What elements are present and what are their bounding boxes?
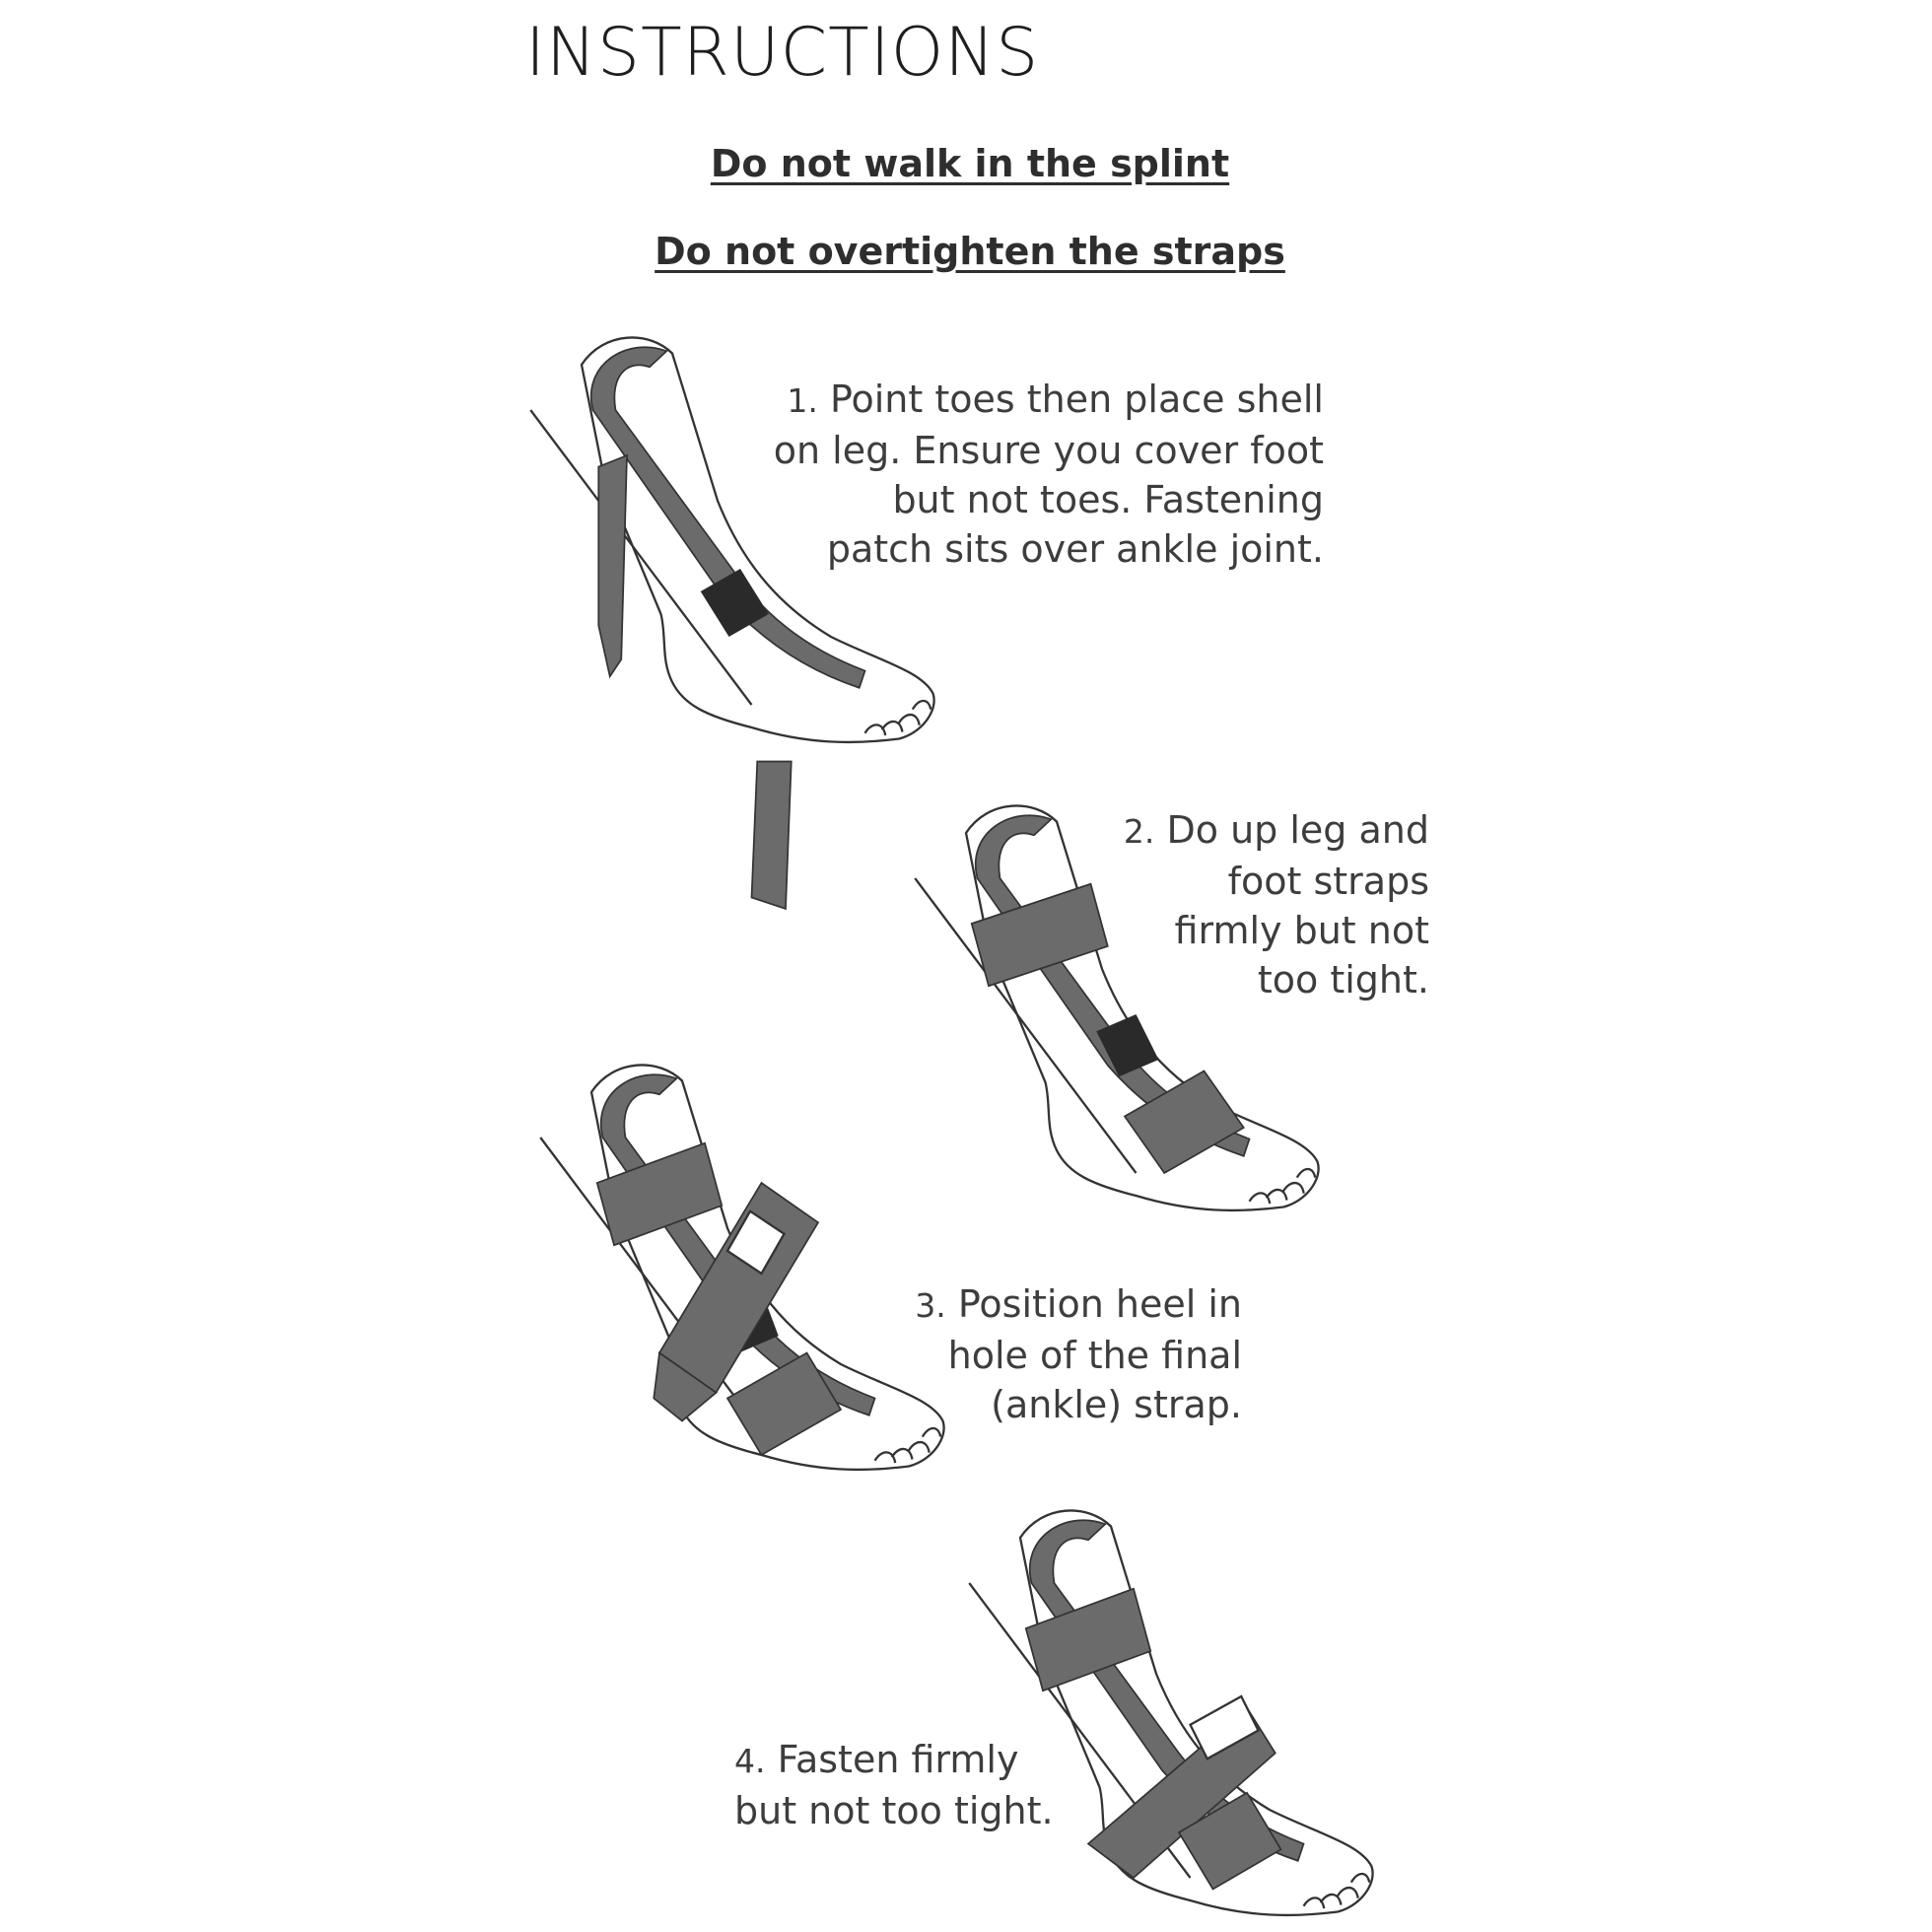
- step-2-text: [1124, 805, 1429, 1004]
- step-3-illustration: [540, 1065, 943, 1469]
- step-4-illustration: [969, 1510, 1372, 1914]
- step-3-text: [915, 1279, 1242, 1429]
- step-number: 2.: [1123, 812, 1155, 851]
- step-number: 3.: [915, 1286, 946, 1325]
- step-description: Point toes then place shell on leg. Ensure you cover foot but not toes. Fastening patch sits over ankle joint.: [773, 378, 1324, 571]
- warning-no-walking: Do not walk in the splint: [710, 142, 1230, 185]
- step-4-text: [734, 1735, 1054, 1835]
- warning-no-overtighten: Do not overtighten the straps: [655, 230, 1285, 273]
- step-description: Position heel in hole of the final (ankle) strap.: [947, 1282, 1242, 1426]
- page-title: INSTRUCTIONS: [525, 14, 1040, 92]
- step-description: Fasten firmly but not too tight.: [734, 1738, 1054, 1832]
- step-description: Do up leg and foot straps firmly but not too tight.: [1166, 808, 1429, 1001]
- step-number: 4.: [734, 1742, 766, 1780]
- step-number: 1.: [787, 381, 818, 420]
- step-1-text: [774, 375, 1324, 574]
